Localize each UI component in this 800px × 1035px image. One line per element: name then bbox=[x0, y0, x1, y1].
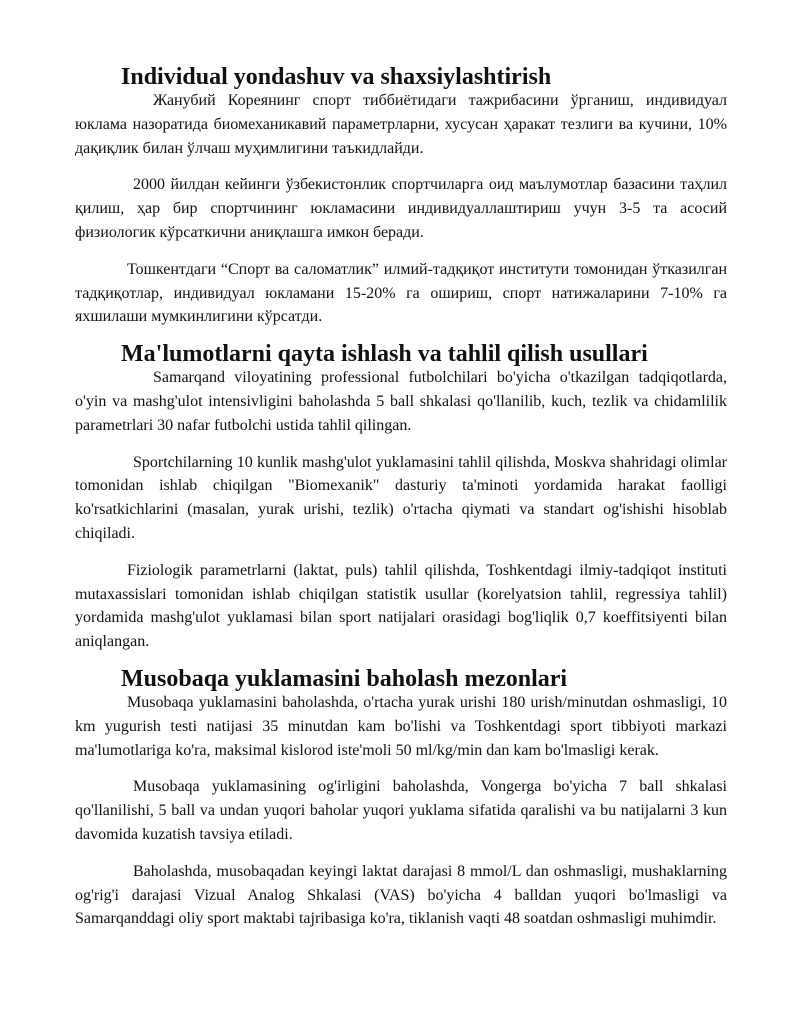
section-heading-data-processing: Ma'lumotlarni qayta ishlash va tahlil qilish usullari bbox=[121, 341, 648, 368]
paragraph-samarqand-footballers: Samarqand viloyatining professional futbolchilari bo'yicha o'tkazilgan tadqiqotlarda, o'yin va mashg'ulot intensivligini baholashda 5 ball shkalasi qo'llanilib, kuch, tezlik va chidamlilik parametrlari 30 nafar futbolchi ustida tahlil qilingan. bbox=[75, 369, 727, 434]
paragraph-vongerga-scale: Musobaqa yuklamasining og'irligini baholashda, Vongerga bo'yicha 7 ball shkalasi qo'llanilishi, 5 ball va undan yuqori baholar yuqori yuklama sifatida qaralishi va bu natijalarni 3 kun davomida kuzatish tavsiya etiladi. bbox=[75, 778, 727, 843]
section-heading-competition-load: Musobaqa yuklamasini baholash mezonlari bbox=[121, 665, 568, 692]
paragraph-biomexanik-software: Sportchilarning 10 kunlik mashg'ulot yuklamasini tahlil qilishda, Moskva shahridagi olimlar tomonidan ishlab chiqilgan "Biomexanik" dasturiy ta'minoti yordamida harakat faolligi ko'rsatkichlarini (masalan, yurak urishi, tezlik) o'rtacha qiymati va standart og'ishishi hisoblab chiqiladi. bbox=[75, 453, 727, 542]
paragraph-competition-load-criteria: Musobaqa yuklamasini baholashda, o'rtacha yurak urishi 180 urish/minutdan oshmasligi, 10 km yugurish testi natijasi 35 minutdan kam bo'lishi va Toshkentdagi sport tibbiyoti markazi ma'lumotlariga ko'ra, maksimal kislorod iste'moli 50 ml/kg/min dan kam bo'lmasligi kerak. bbox=[75, 693, 727, 759]
section-heading-individual-approach: Individual yondashuv va shaxsiylashtirish bbox=[121, 64, 552, 90]
paragraph-lactate-recovery: Baholashda, musobaqadan keyingi laktat darajasi 8 mmol/L dan oshmasligi, mushaklarning og'rig'i darajasi Vizual Analog Shkalasi (VAS) bo'yicha 4 balldan yuqori bo'lmasligi va Samarqanddagi oliy sport maktabi tajribasiga ko'ra, tiklanish vaqti 48 soatdan oshmasligi muhimdir. bbox=[75, 862, 727, 928]
paragraph-south-korea: Жанубий Кореянинг спорт тиббиётидаги тажрибасини ўрганиш, индивидуал юклама назоратида биомеханикавий параметрларни, хусусан ҳаракат тезлиги ва кучини, 10% дақиқлик билан ўлчаш муҳимлигини таъкидлайди. bbox=[75, 92, 727, 157]
paragraph-tashkent-institute: Тошкентдаги “Спорт ва саломатлик” илмий-тадқиқот институти томонидан ўтказилган тадқиқотлар, индивидуал юкламани 15-20% га ошириш, спорт натижаларини 7-10% га яхшилаши мумкинлигини кўрсатди. bbox=[75, 260, 727, 326]
paragraph-physiological-parameters: Fiziologik parametrlarni (laktat, puls) tahlil qilishda, Toshkentdagi ilmiy-tadqiqot instituti mutaxassislari tomonidan ishlab chiqilgan statistik usullar (korelyatsion tahlil, regressiya tahlil) yordamida mashg'ulot yuklamasi bilan sport natijalari orasidagi bog'liqlik 0,7 koeffitsiyenti bilan aniqlangan. bbox=[75, 561, 727, 651]
paragraph-database-analysis: 2000 йилдан кейинги ўзбекистонлик спортчиларга оид маълумотлар базасини таҳлил қилиш, ҳар бир спортчининг юкламасини индивидуаллаштириш учун 3-5 та асосий физиологик кўрсаткични аниқлашга имкон беради. bbox=[75, 176, 727, 241]
